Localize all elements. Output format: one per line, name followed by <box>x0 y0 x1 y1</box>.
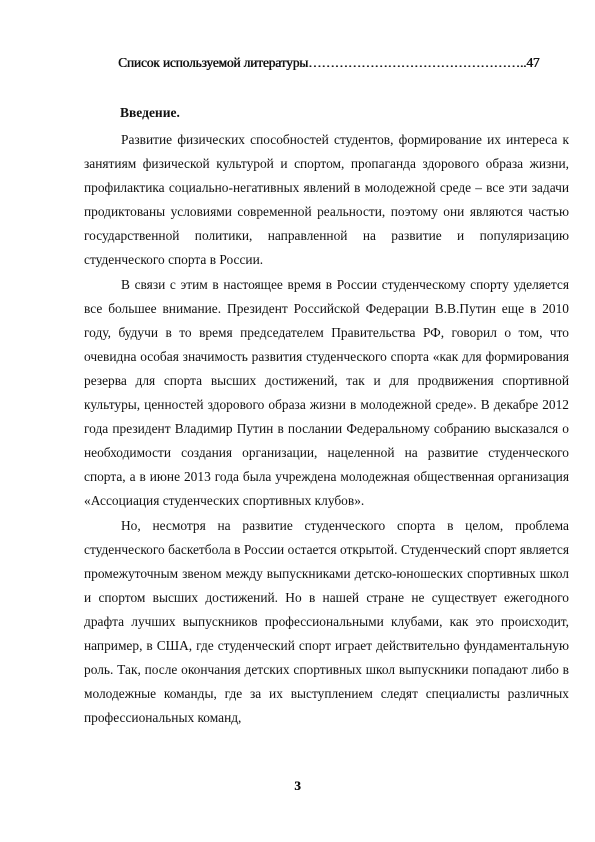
paragraph-2: В связи с этим в настоящее время в России студенческому спорту уделяется все большее внимание. Президент Российской Федерации В.В.Путин еще в 2010 году, будучи в то время председателем Правительства РФ, говорил о том, что очевидна особая значимость развития студенческого спорта «как для формирования резерва для спорта высших достижений, так и для продвижения спортивной культуры, ценностей здорового образа жизни в молодежной среде». В декабре 2012 года президент Владимир Путин в послании Федеральному собранию высказался о необходимости создания организации, нацеленной на развитие студенческого спорта, а в июне 2013 года была учреждена молодежная общественная организация «Ассоциация студенческих спортивных клубов». <box>84 276 569 509</box>
paragraph-3: Но, несмотря на развитие студенческого спорта в целом, проблема студенческого баскетбола в России остается открытой. Студенческий спорт является промежуточным звеном между выпускниками детско-юношеских спортивных школ и спортом высших достижений. Но в нашей стране не существует ежегодного драфта лучших выпускников профессиональными клубами, как это происходит, например, в США, где студенческий спорт играет действительно фундаментальную роль. Так, после окончания детских спортивных школ выпускники попадают либо в молодежные команды, где за их выступлением следят специалисты различных профессиональных команд, <box>84 517 569 726</box>
section-heading-introduction: Введение. <box>120 105 180 120</box>
paragraph-1: Развитие физических способностей студентов, формирование их интереса к занятиям физической культурой и спортом, пропаганда здорового образа жизни, профилактика социально-негативных явлений в молодежной среде – все эти задачи продиктованы условиями современной реальности, поэтому они являются частью государственной политики, направленной на развитие и популяризацию студенческого спорта в России. <box>84 132 569 268</box>
body-text <box>84 128 569 730</box>
toc-entry-bibliography: Список используемой литературы…………………………………………..47 <box>118 55 540 70</box>
page-number: 3 <box>294 778 301 793</box>
